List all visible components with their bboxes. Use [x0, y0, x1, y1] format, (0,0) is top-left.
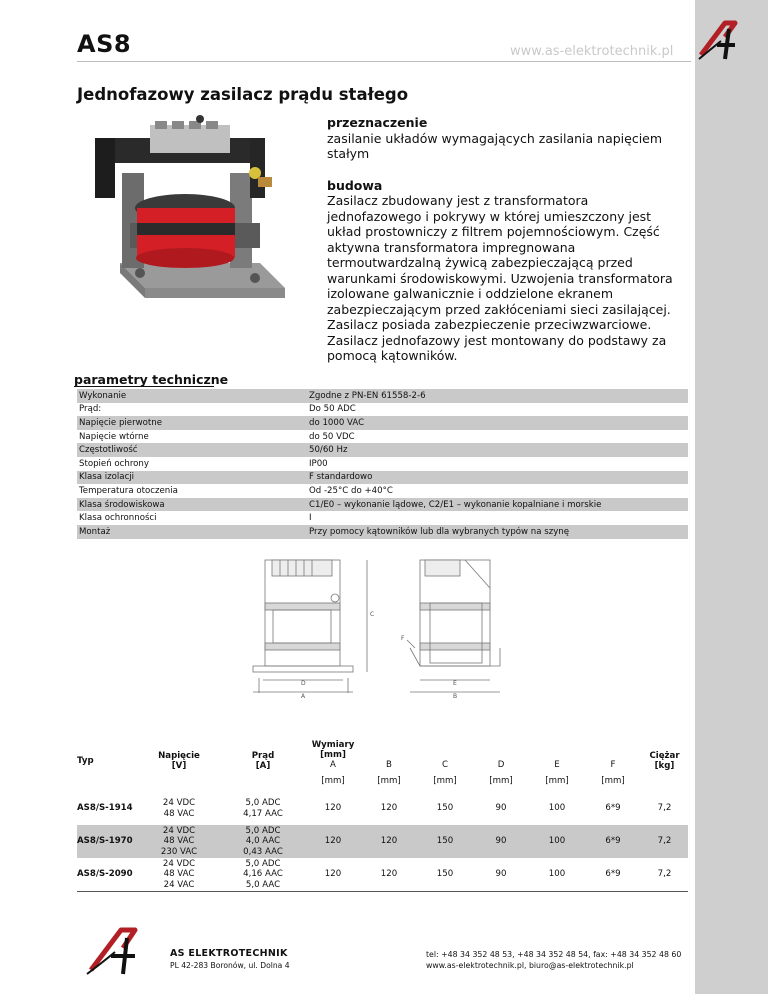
parameter-label: Prąd:: [79, 404, 102, 415]
col-header-c: C: [441, 760, 448, 770]
current-cell: 5,0 ADC 4,17 AAC: [243, 798, 283, 819]
current-cell: 5,0 ADC 4,16 AAC 5,0 AAC: [221, 858, 305, 892]
footer-phone-fax: tel: +48 34 352 48 53, +48 34 352 48 54, fax: +48 34 352 48 60: [426, 950, 682, 959]
dim-cell: 120: [324, 803, 342, 814]
parameter-label: Wykonanie: [77, 389, 307, 403]
parameter-row: [77, 471, 688, 485]
parameter-value: do 50 VDC: [309, 431, 355, 442]
dim-label-f: F: [401, 635, 405, 642]
parameter-value: do 1000 VAC: [307, 416, 688, 430]
parameter-row: [77, 403, 688, 417]
footer-web-email[interactable]: www.as-elektrotechnik.pl, biuro@as-elektrotechnik.pl: [426, 961, 634, 970]
dim-cell: 150: [436, 803, 454, 814]
col-header-a: Wymiary [mm] A: [311, 740, 355, 770]
voltage-cell: 24 VDC 48 VAC: [162, 798, 196, 819]
dimension-drawing: [225, 548, 515, 706]
table-row: [77, 858, 688, 892]
footer-company-name: AS ELEKTROTECHNIK: [170, 948, 288, 959]
col-header-b: B: [386, 760, 392, 770]
parameter-label: Klasa ochronności: [79, 513, 157, 524]
dim-cell: 120: [361, 858, 417, 892]
dim-label-d: D: [301, 680, 306, 687]
parameter-row: [77, 484, 688, 498]
parameter-value: 50/60 Hz: [307, 443, 688, 457]
product-description: [327, 115, 677, 364]
parameter-value: IP00: [309, 458, 328, 469]
weight-cell: 7,2: [657, 803, 672, 814]
dim-label-c: C: [370, 611, 375, 618]
parameters-heading-underline: [74, 386, 214, 387]
dim-cell: 120: [361, 825, 417, 858]
voltage-cell: 24 VDC 48 VAC 24 VAC: [137, 858, 221, 892]
parameter-value: Od -25°C do +40°C: [309, 485, 393, 496]
product-photo: [80, 113, 308, 313]
parameter-value: C1/E0 – wykonanie lądowe, C2/E1 – wykonanie kopalniane i morskie: [307, 498, 688, 512]
col-header-d: D: [497, 760, 505, 770]
build-line: Zasilacz jednofazowy jest montowany do podstawy za: [327, 332, 667, 348]
parameter-label: Temperatura otoczenia: [79, 485, 178, 496]
parameter-row: [77, 525, 688, 539]
unit-label: [mm]: [601, 776, 625, 786]
parameter-label: Klasa środowiskowa: [77, 498, 307, 512]
parameter-value: Zgodne z PN-EN 61558-2-6: [307, 389, 688, 403]
dim-cell: 120: [305, 825, 361, 858]
dim-cell: 120: [305, 858, 361, 892]
build-line: warunkami środowiskowymi. Uzwojenia transformatora: [327, 270, 673, 286]
dim-cell: 90: [473, 825, 529, 858]
parameter-row: [77, 443, 688, 457]
parameter-label: Klasa izolacji: [77, 471, 307, 485]
build-line: Zasilacz posiada zabezpieczenie przeciwzwarciowe.: [327, 317, 652, 332]
col-header-ciezar: Ciężar [kg]: [649, 751, 680, 771]
company-logo-icon: [695, 15, 743, 63]
unit-label: [mm]: [321, 776, 345, 786]
parameter-value: F standardowo: [307, 471, 688, 485]
dim-cell: 6*9: [585, 858, 641, 892]
type-cell: AS8/S-2090: [77, 858, 137, 892]
parameter-value: Przy pomocy kątowników lub dla wybranych typów na szynę: [307, 525, 688, 539]
weight-cell: 7,2: [641, 825, 688, 858]
col-header-typ: Typ: [77, 756, 94, 766]
parameter-row: [77, 389, 688, 403]
build-line: izolowane galwanicznie i oddzielone ekranem: [327, 286, 614, 301]
parameters-table: [77, 389, 688, 539]
parameter-label: Stopień ochrony: [79, 458, 149, 469]
page-title: Jednofazowy zasilacz prądu stałego: [77, 85, 409, 104]
parameter-value: I: [309, 513, 312, 524]
unit-label: [mm]: [377, 776, 401, 786]
parameter-label: Napięcie pierwotne: [77, 416, 307, 430]
table-row: [77, 792, 688, 825]
build-line: pomocą kątowników.: [327, 348, 458, 363]
build-line: zabezpieczającym przed zakłóceniami sieci zasilającej.: [327, 301, 671, 317]
col-header-prad: Prąd [A]: [251, 751, 275, 771]
dim-cell: 6*9: [585, 825, 641, 858]
table-row: [77, 825, 688, 858]
dim-cell: 90: [495, 803, 507, 814]
model-name: AS8: [77, 30, 132, 58]
parameter-label: Częstotliwość: [77, 443, 307, 457]
dim-label-b: B: [453, 693, 458, 700]
weight-cell: 7,2: [641, 858, 688, 892]
current-cell: 5,0 ADC 4,0 AAC 0,43 AAC: [221, 825, 305, 858]
purpose-line: stałym: [327, 146, 370, 161]
product-variants-table: [77, 730, 688, 892]
header-divider: [77, 61, 691, 62]
voltage-cell: 24 VDC 48 VAC 230 VAC: [137, 825, 221, 858]
build-line: układ prostowniczy z filtrem pojemnościowym. Część: [327, 224, 660, 239]
purpose-heading: przeznaczenie: [327, 115, 428, 130]
dim-label-e: E: [453, 680, 457, 687]
dim-label-a: A: [301, 693, 306, 700]
right-sidebar: [695, 0, 768, 994]
dim-cell: 100: [529, 858, 585, 892]
dim-cell: 150: [417, 858, 473, 892]
dim-cell: 6*9: [605, 803, 621, 814]
parameter-row: [77, 498, 688, 512]
parameter-row: [77, 416, 688, 430]
company-logo-icon: [85, 922, 147, 977]
dim-cell: 100: [529, 825, 585, 858]
dim-cell: 120: [380, 803, 398, 814]
parameter-label: Napięcie wtórne: [79, 431, 149, 442]
dim-cell: 150: [417, 825, 473, 858]
parameter-row: [77, 457, 688, 471]
unit-label: [mm]: [489, 776, 513, 786]
build-line: termoutwardzalną żywicą zabezpieczającą przed: [327, 255, 633, 270]
website-link[interactable]: www.as-elektrotechnik.pl: [510, 44, 674, 59]
parameter-row: [77, 430, 688, 444]
dim-cell: 90: [473, 858, 529, 892]
parameter-row: [77, 511, 688, 525]
parameter-label: Montaż: [77, 525, 307, 539]
purpose-line: zasilanie układów wymagających zasilania napięciem: [327, 130, 663, 146]
footer-address: PL 42-283 Boronów, ul. Dolna 4: [170, 961, 290, 970]
parameter-value: Do 50 ADC: [309, 404, 356, 415]
col-header-napiecie: Napięcie [V]: [158, 751, 200, 771]
type-cell: AS8/S-1970: [77, 825, 137, 858]
dim-cell: 100: [548, 803, 566, 814]
build-line: jednofazowego i pokrywy w której umieszczony jest: [327, 208, 652, 224]
build-line: aktywna transformatora impregnowana: [327, 239, 576, 255]
col-header-e: E: [554, 760, 560, 770]
build-line: Zasilacz zbudowany jest z transformatora: [327, 193, 589, 208]
type-cell: AS8/S-1914: [77, 803, 133, 814]
unit-label: [mm]: [545, 776, 569, 786]
build-heading: budowa: [327, 177, 383, 193]
col-header-f: F: [610, 760, 616, 770]
unit-label: [mm]: [433, 776, 457, 786]
parameters-heading: parametry techniczne: [74, 372, 229, 387]
